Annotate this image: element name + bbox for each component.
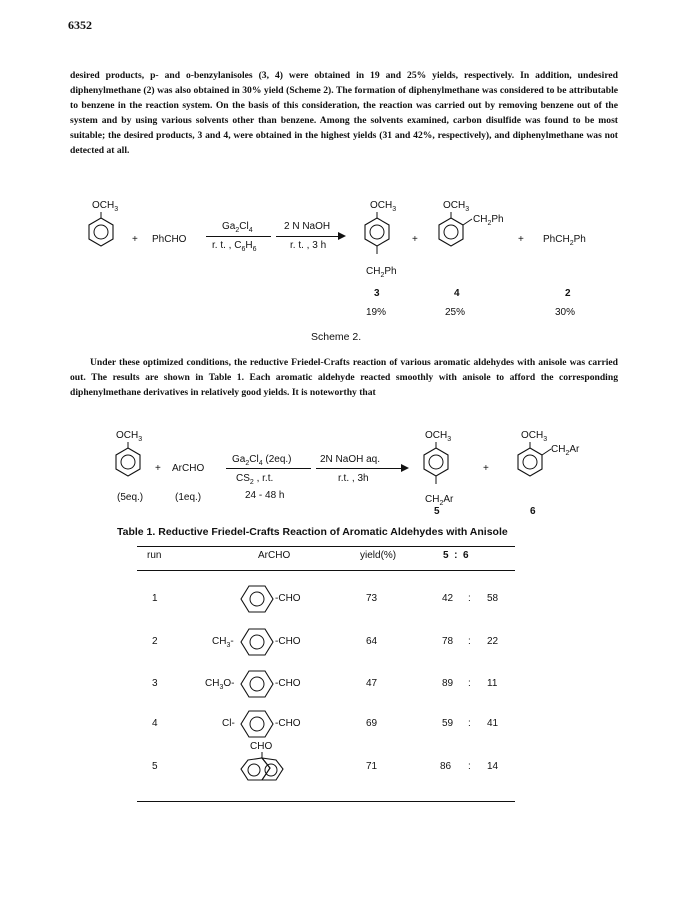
table-arrow-head-icon	[401, 463, 409, 473]
table-scheme-reagent1-top: $Ga_2Cl_4$ (2eq.)	[232, 454, 292, 467]
table-scheme-product6-och3: $OCH_3$	[521, 430, 548, 443]
table-row-colon: :	[468, 636, 471, 647]
table-row-substituent: Cl-	[222, 718, 235, 729]
table-row-run: 1	[152, 593, 158, 604]
scheme2-reagent2-top: 2 N NaOH	[284, 221, 331, 232]
table-top-rule	[137, 546, 515, 547]
body-paragraph-2: Under these optimized conditions, the reductive Friedel-Crafts reaction of various aromatic aldehydes with anisole was carried out. The results are shown in Table 1. Each aromatic aldehyde reacted smoothly with anisole to afford the corresponding diphenylmethane derivatives in relatively good yields. It is noteworthy that	[70, 357, 618, 398]
scheme2-caption: Scheme 2.	[311, 331, 362, 343]
table-reaction-arrow-2	[316, 468, 406, 469]
table-row-group: -CHO	[275, 636, 301, 647]
table-scheme-reagent2-top: 2N NaOH aq.	[320, 454, 381, 465]
scheme2-plus-3: +	[518, 234, 524, 245]
reaction-arrow-1	[206, 236, 271, 237]
table-header-archo: ArCHO	[258, 550, 291, 561]
table-scheme-label-6: 6	[530, 506, 536, 517]
table-row-ratio5: 89	[442, 678, 454, 689]
scheme2-label-4: 4	[454, 288, 460, 299]
table-row-run: 4	[152, 718, 158, 729]
scheme2-reagent1-top: $Ga_2Cl_4$	[222, 221, 253, 234]
benzene-ring-icon	[86, 212, 116, 248]
scheme2-product4-ch2ph: $CH_2Ph$	[473, 214, 504, 227]
body-paragraph-1: desired products, p- and o-benzylanisoles (3, 4) were obtained in 19 and 25% yields, respectively. In addition, undesired diphenylmethane (2) was also obtained in 30% yield (Scheme 2). The formation of diphenylmethane was considered to be attributable to benzene in the reaction system. On the basis of this consideration, the reaction was carried out by removing benzene out of the system and by using various solvents other than benzene. Among the solvents examined, carbon disulfide was found to be most suitable; the desired products, 3 and 4, were obtained in the highest yields (31 and 42%, respectively), and diphenylmethane was not detected at all.	[70, 70, 618, 156]
table-row-group: CHO	[250, 741, 273, 752]
table-row-yield: 69	[366, 718, 378, 729]
table-scheme-eq-aldehyde: (1eq.)	[175, 492, 202, 503]
och3-text: $OCH_3$	[92, 200, 119, 213]
tolualdehyde-ring-icon	[240, 627, 274, 657]
table-row-substituent: $CH_3-$	[212, 636, 234, 649]
scheme2-label-3: 3	[374, 288, 380, 299]
scheme2-plus-1: +	[132, 234, 138, 245]
table-scheme-reagent2-bottom: r.t. , 3h	[338, 473, 369, 484]
table-row-run: 3	[152, 678, 158, 689]
scheme2-product3-ch2ph: $CH_2Ph$	[366, 266, 397, 279]
table-scheme-reagent1-time: 24 - 48 h	[245, 490, 285, 501]
table-row-ratio5: 78	[442, 636, 454, 647]
table-scheme-plus-2: +	[483, 463, 489, 474]
table-scheme-product5-och3: $OCH_3$	[425, 430, 452, 443]
product5-ring-icon	[421, 442, 451, 496]
table-row-group: -CHO	[275, 718, 301, 729]
benzaldehyde-ring-icon	[240, 584, 274, 614]
arrow-head-icon	[338, 231, 346, 241]
table-scheme-label-5: 5	[434, 506, 440, 517]
table-row-ratio6: 11	[487, 678, 498, 689]
product6-ring-icon	[515, 442, 555, 478]
table-row-ratio5: 59	[442, 718, 454, 729]
table-scheme-plus: +	[155, 463, 161, 474]
anisaldehyde-ring-icon	[240, 669, 274, 699]
table-row-group: -CHO	[275, 678, 301, 689]
table-scheme-product6-ch2ar: $CH_2Ar$	[551, 444, 580, 457]
chlorobenzaldehyde-ring-icon	[240, 709, 274, 739]
table-row-ratio6: 14	[487, 761, 499, 772]
scheme2-yield-3: 19%	[366, 307, 387, 318]
scheme2-label-2: 2	[565, 288, 571, 299]
table-row-ratio5: 42	[442, 593, 454, 604]
table-row-ratio6: 41	[487, 718, 499, 729]
reaction-arrow-2	[276, 236, 344, 237]
scheme2-reagent2-bottom: r. t. , 3 h	[290, 240, 327, 251]
table-scheme-archo: ArCHO	[172, 463, 205, 474]
table-row-yield: 64	[366, 636, 378, 647]
table-row-colon: :	[468, 678, 471, 689]
table-scheme-eq-anisole: (5eq.)	[117, 492, 144, 503]
table-scheme-product5-ch2ar: $CH_2Ar$	[425, 494, 454, 507]
table-row-yield: 47	[366, 678, 378, 689]
table-row-colon: :	[468, 718, 471, 729]
table-scheme-reagent1-bottom: $CS_2$ , r.t.	[236, 473, 274, 486]
table-header-run: run	[147, 550, 162, 561]
table-header-yield: yield(%)	[360, 550, 397, 561]
scheme2-plus-2: +	[412, 234, 418, 245]
para-benzylanisole-ring-icon	[362, 212, 392, 266]
anisole-ring-icon	[113, 442, 143, 478]
scheme2-yield-4: 25%	[445, 307, 466, 318]
table-reaction-arrow-1	[226, 468, 311, 469]
scheme2-phcho: PhCHO	[152, 234, 187, 245]
table-row-ratio6: 58	[487, 593, 499, 604]
table-row-group: -CHO	[275, 593, 301, 604]
table-title: Table 1. Reductive Friedel-Crafts Reaction of Aromatic Aldehydes with Anisole	[117, 526, 508, 538]
scheme2-product3-och3: $OCH_3$	[370, 200, 397, 213]
table-bottom-rule	[137, 801, 515, 802]
table-row-run: 2	[152, 636, 158, 647]
scheme2-reagent1-bottom: r. t. , $C_6H_6$	[212, 240, 257, 253]
table-row-ratio6: 22	[487, 636, 499, 647]
scheme2-yield-2: 30%	[555, 307, 576, 318]
ortho-benzylanisole-ring-icon	[436, 212, 476, 248]
scheme2-product4-och3: $OCH_3$	[443, 200, 470, 213]
page-number: 6352	[68, 18, 92, 32]
table-header-ratio: 5 : 6	[443, 550, 469, 561]
table-row-ratio5: 86	[440, 761, 452, 772]
table-row-substituent: $CH_3O-$	[205, 678, 235, 691]
table-row-yield: 73	[366, 593, 378, 604]
table-row-run: 5	[152, 761, 158, 772]
table-row-yield: 71	[366, 761, 378, 772]
table-row-colon: :	[468, 761, 471, 772]
table-scheme-och3: $OCH_3$	[116, 430, 143, 443]
scheme2-diphenylmethane: PhCH$_2$Ph	[543, 234, 586, 247]
naphthaldehyde-ring-icon	[235, 752, 285, 792]
table-header-rule	[137, 570, 515, 571]
table-row-colon: :	[468, 593, 471, 604]
